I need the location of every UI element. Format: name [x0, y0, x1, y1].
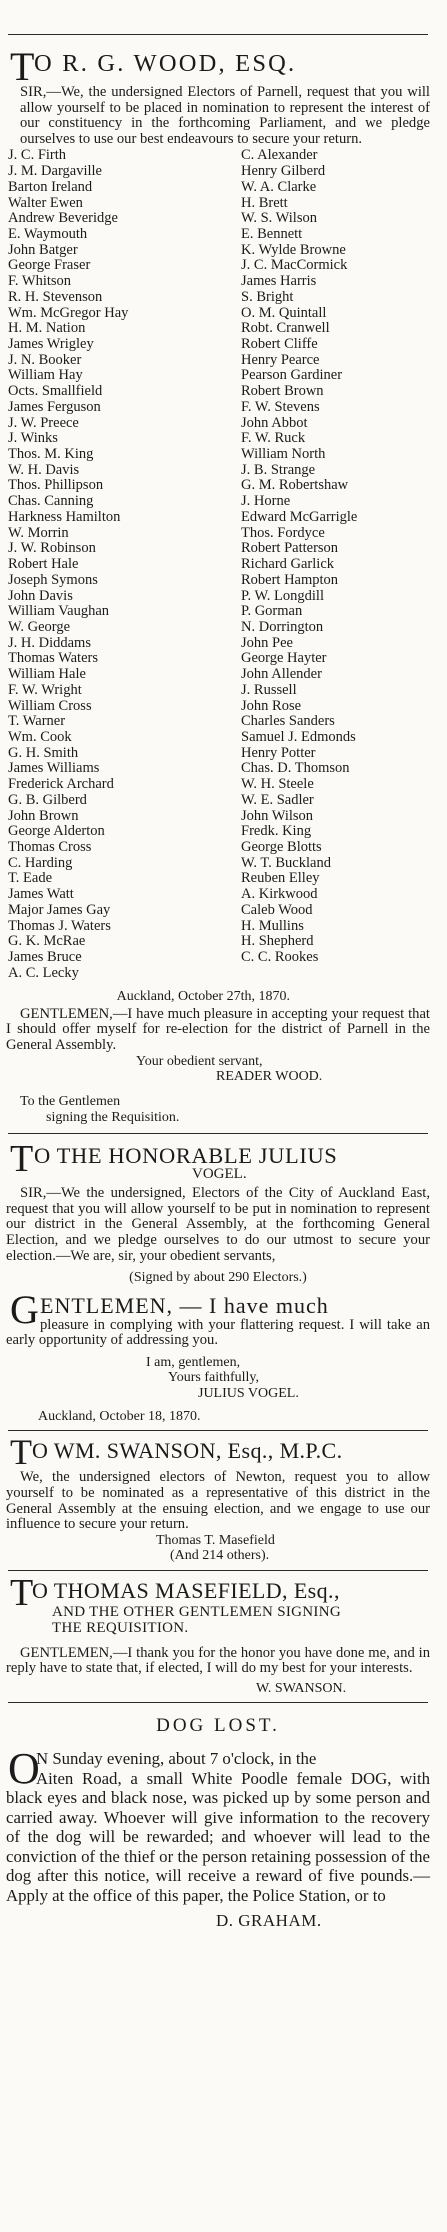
- signatory-name: W. H. Davis: [8, 461, 80, 478]
- wood-reply-date: Auckland, October 27th, 1870.: [116, 989, 290, 1005]
- signatory-name: J. Winks: [8, 430, 58, 447]
- signatory-name: H. M. Nation: [8, 320, 86, 337]
- signatory-name: Robert Hampton: [241, 571, 339, 588]
- dog-notice: [6, 1715, 430, 1931]
- signatory-name: O. M. Quintall: [241, 304, 327, 321]
- signatory-name: James Wrigley: [8, 336, 94, 352]
- signatory-name: R. H. Stevenson: [8, 288, 103, 305]
- newspaper-column: [6, 0, 430, 1931]
- signatory-name: Thomas Cross: [8, 839, 92, 855]
- signatory-name: Robert Patterson: [241, 540, 339, 557]
- signatory-name: W. E. Sadler: [241, 791, 314, 808]
- signatory-name: William North: [241, 446, 326, 463]
- signatory-name: Major James Gay: [8, 901, 111, 918]
- signatory-name: K. Wylde Browne: [241, 241, 346, 258]
- wood-address-1: To the Gentlemen: [20, 1094, 121, 1110]
- signatory-name: T. Eade: [8, 870, 53, 887]
- signatory-name: Frederick Archard: [8, 776, 114, 793]
- signatory-name: N. Dorrington: [241, 618, 324, 635]
- masefield-heading-text-3: THE REQUISITION.: [52, 1619, 189, 1636]
- signatory-name: Chas. Canning: [8, 493, 94, 510]
- signatory-name: J. Russell: [241, 681, 297, 698]
- vogel-reply-first-line: [6, 1286, 430, 1332]
- masefield-heading-cap: T: [10, 1571, 35, 1614]
- signatory-name: George Fraser: [8, 257, 91, 274]
- dog-cap: O: [8, 1744, 40, 1794]
- signatory-name: Caleb Wood: [241, 901, 313, 918]
- signatory-name: Andrew Beveridge: [8, 210, 118, 227]
- signatory-name: Samuel J. Edmonds: [241, 728, 356, 745]
- signatory-name: Wm. Cook: [8, 728, 72, 745]
- signatory-name: James Harris: [241, 273, 317, 290]
- vogel-reply-cap: G: [10, 1286, 39, 1332]
- swanson-notice: [6, 1432, 430, 1564]
- signatory-name: John Allender: [241, 666, 322, 683]
- signatory-name: John Pee: [241, 634, 293, 651]
- signatory-name: H. Mullins: [241, 917, 304, 934]
- dog-body: Aiten Road, a small White Poodle female DOG, with black eyes and black nose, was picked up by some person and carried away. Whoever will give information to the recovery of the dog will be rewarded; and whoever will lead to the conviction of the thief or the person retaining possession of the dog after this notice, will receive a reward of five pounds.—Apply at the office of this paper, the Police Station, or to: [6, 1768, 430, 1905]
- wood-signatories: [6, 148, 430, 981]
- signatory-name: Reuben Elley: [241, 870, 320, 887]
- wood-heading-cap: T: [10, 44, 36, 89]
- dog-heading: DOG LOST.: [156, 1715, 280, 1737]
- signatory-name: G. B. Gilberd: [8, 791, 87, 808]
- signatory-name: P. W. Longdill: [241, 587, 324, 604]
- signatory-name: W. S. Wilson: [241, 210, 317, 227]
- vogel-heading-text-2: VOGEL.: [192, 1166, 247, 1183]
- signatory-name: Robt. Cranwell: [241, 320, 330, 337]
- signatory-name: J. Horne: [241, 493, 291, 510]
- signatory-name: Thos. Fordyce: [241, 524, 325, 541]
- signatory-name: E. Waymouth: [8, 225, 88, 242]
- dog-signature: D. GRAHAM.: [216, 1911, 322, 1931]
- wood-names-left: [8, 148, 197, 981]
- vogel-heading-text: O THE HONORABLE JULIUS: [34, 1143, 338, 1169]
- signatory-name: T. Warner: [8, 713, 66, 730]
- vogel-signature: JULIUS VOGEL.: [198, 1385, 299, 1401]
- signatory-name: Fredk. King: [241, 823, 312, 840]
- signatory-name: F. W. Wright: [8, 681, 82, 698]
- signatory-name: Octs. Smallfield: [8, 383, 103, 400]
- vogel-closing-2: Yours faithfully,: [168, 1370, 260, 1386]
- signatory-name: C. Harding: [8, 854, 73, 871]
- divider-rule: [8, 1133, 428, 1134]
- wood-heading: [6, 44, 430, 89]
- signatory-name: C. C. Rookes: [241, 949, 319, 966]
- swanson-signer: Thomas T. Masefield: [156, 1532, 275, 1548]
- swanson-heading-cap: T: [10, 1432, 33, 1473]
- signatory-name: Charles Sanders: [241, 713, 335, 730]
- vogel-reply: [6, 1286, 430, 1349]
- signatory-name: George Blotts: [241, 839, 322, 855]
- signatory-name: Harkness Hamilton: [8, 508, 121, 525]
- wood-address-2: signing the Requisition.: [46, 1109, 180, 1125]
- masefield-heading: [6, 1571, 430, 1640]
- signatory-name: G. K. McRae: [8, 933, 86, 950]
- wood-reply-closing: Your obedient servant,: [136, 1053, 263, 1069]
- wood-reply-body: GENTLEMEN,—I have much pleasure in accepting your request that I should offer myself for re-election for the district of Parnell in the General Assembly.: [6, 1005, 430, 1054]
- signatory-name: William Hay: [8, 367, 83, 384]
- dog-first-line: N Sunday evening, about 7 o'clock, in the: [36, 1749, 317, 1769]
- signatory-name: Richard Garlick: [241, 556, 335, 573]
- signatory-name: Barton Ireland: [8, 178, 93, 195]
- vogel-signed: (Signed by about 290 Electors.): [129, 1270, 307, 1286]
- signatory-name: Thos. Phillipson: [8, 477, 104, 494]
- signatory-name: J. W. Robinson: [8, 540, 96, 557]
- signatory-name: Robert Cliffe: [241, 336, 318, 352]
- dog-body-wrap: [6, 1744, 430, 1905]
- top-rule: [8, 34, 428, 35]
- signatory-name: W. H. Steele: [241, 776, 314, 793]
- signatory-name: Pearson Gardiner: [241, 367, 343, 384]
- signatory-name: S. Bright: [241, 288, 294, 305]
- signatory-name: Robert Brown: [241, 383, 324, 400]
- vogel-reply-rest: pleasure in complying with your flattering request. I will take an early opportunity of addressing you.: [6, 1316, 430, 1349]
- signatory-name: Joseph Symons: [8, 571, 98, 588]
- wood-heading-text: O R. G. WOOD, ESQ.: [34, 50, 297, 77]
- vogel-reply-first: ENTLEMEN, — I have much: [40, 1292, 329, 1318]
- signatory-name: Thomas J. Waters: [8, 917, 111, 934]
- signatory-name: George Hayter: [241, 650, 327, 667]
- signatory-name: J. C. Firth: [8, 147, 67, 164]
- divider-rule: [8, 1570, 428, 1571]
- signatory-name: Wm. McGregor Hay: [8, 304, 129, 321]
- signatory-name: J. N. Booker: [8, 351, 82, 368]
- signatory-name: F. Whitson: [8, 273, 72, 290]
- signatory-name: J. H. Diddams: [8, 634, 91, 651]
- wood-names-right: [197, 148, 430, 981]
- signatory-name: Thomas Waters: [8, 650, 98, 667]
- signatory-name: P. Gorman: [241, 603, 303, 620]
- vogel-intro: SIR,—We the undersigned, Electors of the City of Auckland East, request that you will allow yourself to be put in nomination to represent our district in the General Assembly, at the forthcoming General Election, and we pledge ourselves to do our utmost to secure your election.—We are, sir, your obedient servants,: [6, 1185, 430, 1264]
- signatory-name: John Batger: [8, 241, 78, 258]
- signatory-name: John Rose: [241, 697, 302, 714]
- signatory-name: William Cross: [8, 697, 92, 714]
- signatory-name: James Watt: [8, 886, 74, 903]
- divider-rule: [8, 1430, 428, 1431]
- signatory-name: James Williams: [8, 760, 100, 777]
- signatory-name: A. Kirkwood: [241, 886, 318, 903]
- masefield-notice: [6, 1571, 430, 1697]
- signatory-name: James Ferguson: [8, 398, 101, 415]
- vogel-date: Auckland, October 18, 1870.: [38, 1409, 201, 1425]
- signatory-name: E. Bennett: [241, 225, 303, 242]
- signatory-name: Edward McGarrigle: [241, 508, 358, 525]
- signatory-name: Henry Pearce: [241, 351, 320, 368]
- swanson-heading-text: O WM. SWANSON, Esq., M.P.C.: [32, 1438, 343, 1464]
- signatory-name: F. W. Ruck: [241, 430, 306, 447]
- masefield-heading-text-2: AND THE OTHER GENTLEMEN SIGNING: [52, 1603, 341, 1620]
- signatory-name: John Brown: [8, 807, 79, 824]
- signatory-name: C. Alexander: [241, 147, 318, 164]
- vogel-heading-cap: T: [10, 1138, 35, 1181]
- signatory-name: J. M. Dargaville: [8, 163, 102, 180]
- signatory-name: J. C. MacCormick: [241, 257, 348, 274]
- signatory-name: Thos. M. King: [8, 446, 94, 463]
- swanson-others: (And 214 others).: [170, 1548, 270, 1564]
- signatory-name: W. George: [8, 618, 71, 635]
- signatory-name: J. W. Preece: [8, 414, 79, 431]
- signatory-name: John Wilson: [241, 807, 314, 824]
- signatory-name: Robert Hale: [8, 556, 79, 573]
- signatory-name: H. Shepherd: [241, 933, 314, 950]
- masefield-signature: W. SWANSON.: [256, 1680, 347, 1696]
- masefield-body: GENTLEMEN,—I thank you for the honor you have done me, and in reply have to state that, if elected, I will do my best for your interests.: [6, 1644, 430, 1677]
- signatory-name: Henry Gilberd: [241, 163, 326, 180]
- signatory-name: W. T. Buckland: [241, 854, 331, 871]
- vogel-heading: [6, 1140, 430, 1182]
- divider-rule: [8, 1702, 428, 1703]
- signatory-name: W. Morrin: [8, 524, 69, 541]
- wood-intro: SIR,—We, the undersigned Electors of Parnell, request that you will allow yourself to be placed in nomination to represent the interest of our constituency in the forthcoming Parliament, and we pledge ourselves to use our best endeavours to secure your return.: [20, 84, 430, 147]
- masefield-heading-text: O THOMAS MASEFIELD, Esq.,: [32, 1577, 340, 1603]
- signatory-name: W. A. Clarke: [241, 178, 317, 195]
- signatory-name: George Alderton: [8, 823, 105, 840]
- swanson-intro: We, the undersigned electors of Newton, request you to allow yourself to be nominated as a representative of this district in the General Assembly at the ensuing election, and we engage to use our influence to secure your return.: [6, 1469, 430, 1533]
- signatory-name: William Hale: [8, 666, 86, 683]
- signatory-name: G. M. Robertshaw: [241, 477, 349, 494]
- signatory-name: Walter Ewen: [8, 194, 83, 211]
- signatory-name: John Davis: [8, 587, 73, 604]
- vogel-notice: [6, 1140, 430, 1424]
- wood-notice: [6, 45, 430, 1125]
- signatory-name: Henry Potter: [241, 744, 316, 761]
- wood-reply-signature: READER WOOD.: [216, 1069, 323, 1085]
- signatory-name: William Vaughan: [8, 603, 110, 620]
- signatory-name: A. C. Lecky: [8, 964, 79, 981]
- signatory-name: Chas. D. Thomson: [241, 760, 350, 777]
- signatory-name: James Bruce: [8, 949, 82, 966]
- swanson-heading: [6, 1432, 430, 1473]
- signatory-name: J. B. Strange: [241, 461, 316, 478]
- signatory-name: F. W. Stevens: [241, 398, 320, 415]
- signatory-name: John Abbot: [241, 414, 308, 431]
- signatory-name: G. H. Smith: [8, 744, 79, 761]
- vogel-closing-1: I am, gentlemen,: [146, 1354, 241, 1370]
- signatory-name: H. Brett: [241, 194, 288, 211]
